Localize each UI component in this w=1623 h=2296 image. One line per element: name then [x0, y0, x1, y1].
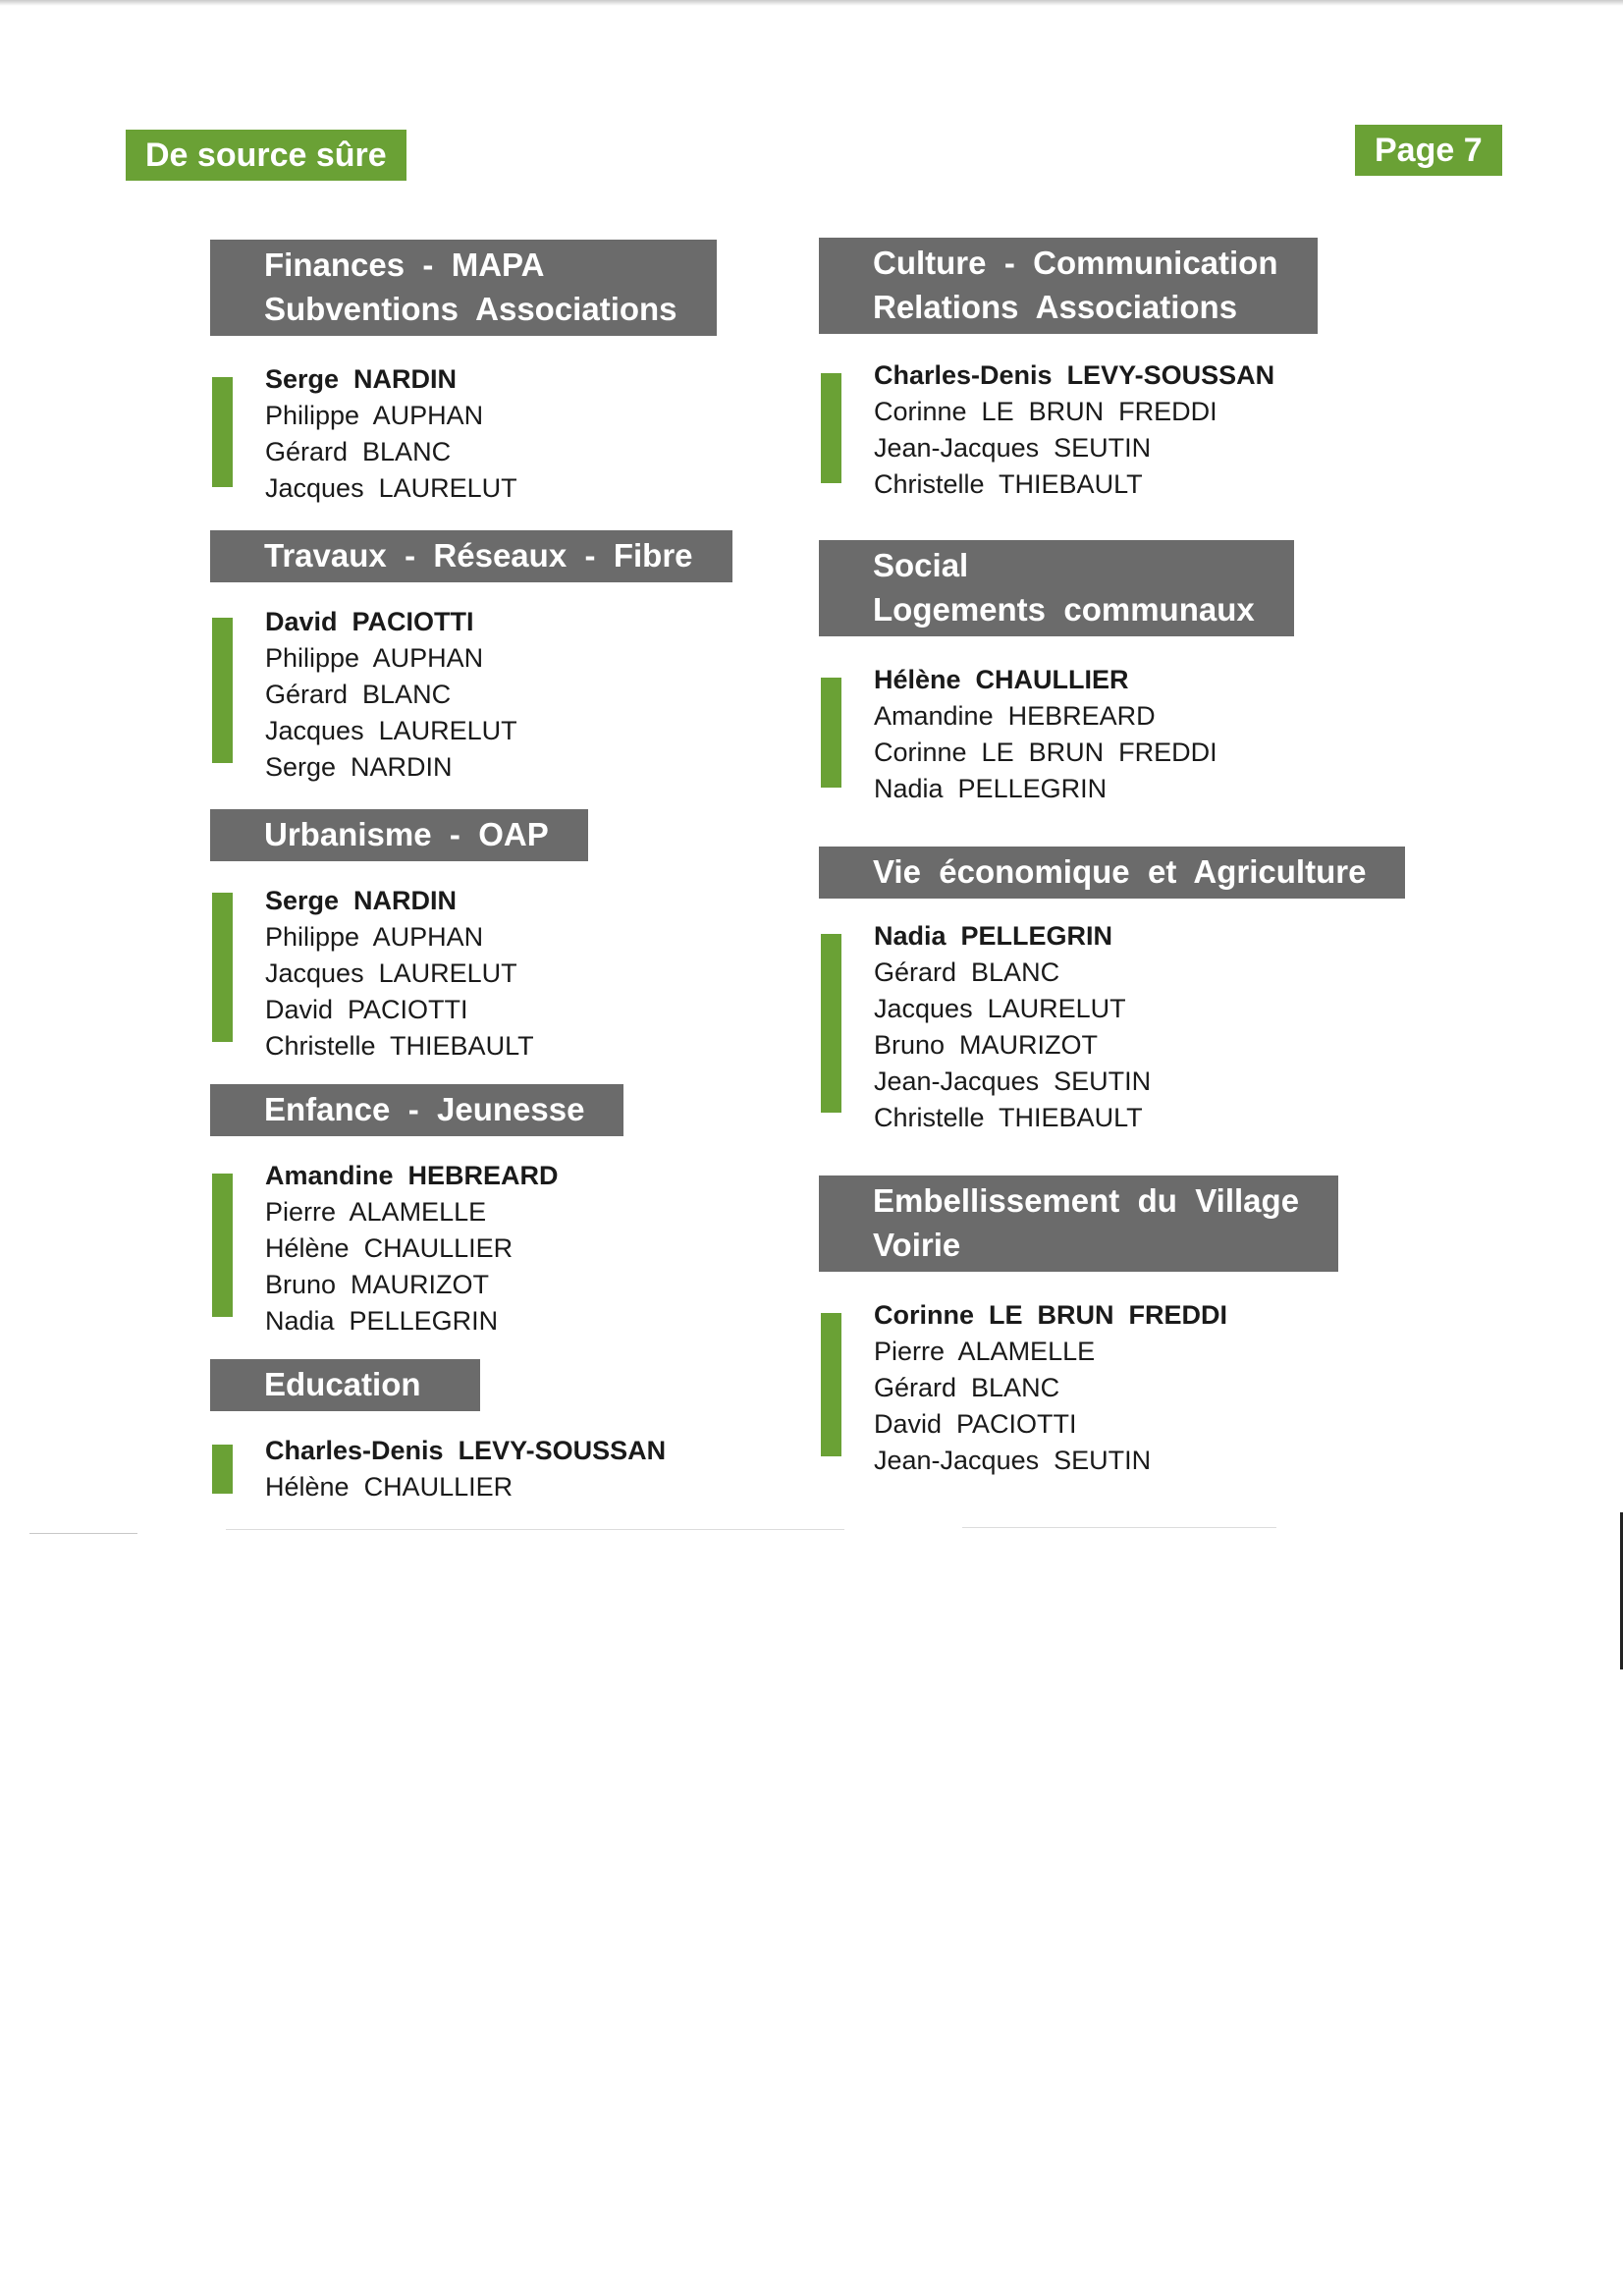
member-name: Jean-Jacques SEUTIN [874, 1066, 1152, 1096]
member-lead: Charles-Denis LEVY-SOUSSAN [265, 1436, 667, 1465]
accent-bar [212, 618, 233, 763]
member-list [819, 1297, 1447, 1479]
member-list [819, 662, 1447, 807]
member-name: Philippe AUPHAN [265, 401, 484, 430]
accent-bar [821, 1313, 841, 1456]
commission-title [210, 809, 588, 861]
title-line: Finances - MAPA [264, 246, 545, 283]
accent-bar [821, 934, 841, 1113]
scan-edge-top [0, 0, 1623, 6]
member-name: Gérard BLANC [874, 957, 1060, 987]
member-name: Corinne LE BRUN FREDDI [874, 397, 1217, 426]
member-name: Gérard BLANC [874, 1373, 1060, 1402]
member-name: David PACIOTTI [265, 995, 468, 1024]
title-line: Embellissement du Village [873, 1182, 1300, 1219]
commission-vie-economique [819, 847, 1447, 1136]
member-list [210, 361, 839, 507]
accent-bar [212, 1174, 233, 1317]
member-list [210, 1433, 839, 1505]
member-lead: David PACIOTTI [265, 607, 474, 636]
member-name: David PACIOTTI [874, 1409, 1077, 1439]
title-line: Subventions Associations [264, 291, 677, 327]
commission-title [819, 847, 1405, 899]
member-lead: Amandine HEBREARD [265, 1161, 559, 1190]
commission-title [210, 1359, 480, 1411]
member-name: Jacques LAURELUT [265, 473, 517, 503]
title-line: Voirie [873, 1227, 961, 1263]
left-column [210, 240, 839, 1505]
commission-enfance [210, 1084, 839, 1339]
member-name: Jacques LAURELUT [265, 716, 517, 745]
title-line: Culture - Communication [873, 245, 1278, 281]
member-list [819, 918, 1447, 1136]
commission-travaux [210, 530, 839, 786]
section-tag: De source sûre [126, 130, 406, 181]
faint-rule [962, 1527, 1276, 1528]
title-line: Vie économique et Agriculture [873, 853, 1367, 890]
commission-culture [819, 238, 1447, 503]
member-name: Jean-Jacques SEUTIN [874, 1446, 1152, 1475]
member-name: Jacques LAURELUT [874, 994, 1126, 1023]
title-line: Education [264, 1366, 421, 1402]
member-name: Corinne LE BRUN FREDDI [874, 738, 1217, 767]
member-lead: Serge NARDIN [265, 364, 458, 394]
member-list [210, 1158, 839, 1339]
title-line: Urbanisme - OAP [264, 816, 549, 852]
member-name: Jean-Jacques SEUTIN [874, 433, 1152, 463]
member-name: Serge NARDIN [265, 752, 453, 782]
accent-bar [212, 1445, 233, 1494]
title-line: Logements communaux [873, 591, 1255, 628]
member-list [210, 883, 839, 1065]
member-name: Amandine HEBREARD [874, 701, 1156, 731]
member-name: Christelle THIEBAULT [265, 1031, 534, 1061]
accent-bar [821, 678, 841, 788]
faint-rule [29, 1533, 137, 1534]
member-name: Christelle THIEBAULT [874, 469, 1143, 499]
commission-title [819, 540, 1294, 636]
commission-education [210, 1359, 839, 1505]
member-list [210, 604, 839, 786]
commission-urbanisme [210, 809, 839, 1065]
member-name: Jacques LAURELUT [265, 958, 517, 988]
member-name: Nadia PELLEGRIN [874, 774, 1108, 803]
title-line: Enfance - Jeunesse [264, 1091, 585, 1127]
commission-title [819, 238, 1318, 334]
member-list [819, 357, 1447, 503]
member-lead: Charles-Denis LEVY-SOUSSAN [874, 360, 1275, 390]
member-lead: Nadia PELLEGRIN [874, 921, 1113, 951]
member-name: Gérard BLANC [265, 680, 452, 709]
title-line: Relations Associations [873, 289, 1238, 325]
commission-title [210, 530, 732, 582]
commission-finances [210, 240, 839, 507]
member-name: Bruno MAURIZOT [874, 1030, 1099, 1060]
commission-title [819, 1175, 1338, 1272]
member-lead: Hélène CHAULLIER [874, 665, 1129, 694]
member-name: Philippe AUPHAN [265, 922, 484, 952]
commission-social [819, 540, 1447, 807]
member-name: Hélène CHAULLIER [265, 1233, 514, 1263]
commission-title [210, 1084, 623, 1136]
title-line: Social [873, 547, 969, 583]
right-column [819, 238, 1447, 1479]
member-name: Hélène CHAULLIER [265, 1472, 514, 1502]
member-name: Gérard BLANC [265, 437, 452, 466]
member-name: Pierre ALAMELLE [265, 1197, 487, 1227]
member-name: Pierre ALAMELLE [874, 1337, 1096, 1366]
member-name: Philippe AUPHAN [265, 643, 484, 673]
member-lead: Serge NARDIN [265, 886, 458, 915]
member-name: Nadia PELLEGRIN [265, 1306, 499, 1336]
title-line: Travaux - Réseaux - Fibre [264, 537, 693, 574]
member-lead: Corinne LE BRUN FREDDI [874, 1300, 1228, 1330]
page-number: Page 7 [1355, 125, 1502, 176]
member-name: Bruno MAURIZOT [265, 1270, 490, 1299]
commission-embellissement [819, 1175, 1447, 1479]
member-name: Christelle THIEBAULT [874, 1103, 1143, 1132]
accent-bar [212, 377, 233, 487]
accent-bar [821, 373, 841, 483]
accent-bar [212, 893, 233, 1042]
faint-rule [226, 1529, 844, 1530]
commission-title [210, 240, 717, 336]
